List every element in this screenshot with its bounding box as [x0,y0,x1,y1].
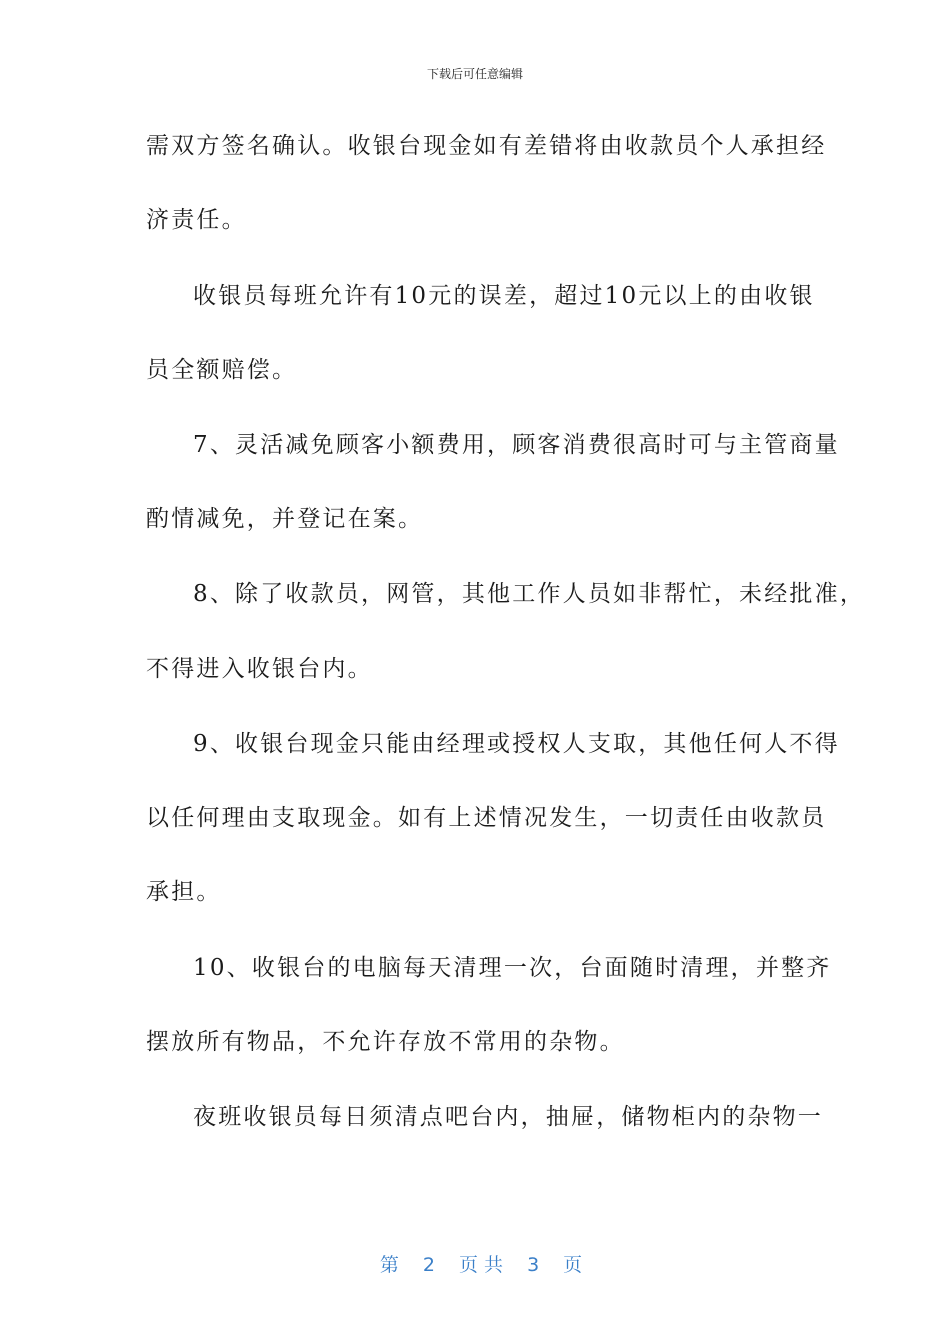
page-footer [0,1226,950,1278]
footer-current-page: 2 [422,1254,436,1276]
body-line-7: 8、除了收款员，网管，其他工作人员如非帮忙，未经批准， [193,581,866,607]
body-line-6: 酌情减免，并登记在案。 [146,506,424,532]
body-line-11: 承担。 [146,879,222,905]
footer-middle: 页 共 [459,1254,504,1276]
body-line-4: 员全额赔偿。 [146,357,298,383]
body-line-12: 10、收银台的电脑每天清理一次，台面随时清理，并整齐 [193,955,832,981]
footer-prefix: 第 [379,1254,399,1276]
footer-suffix: 页 [563,1254,583,1276]
body-line-9: 9、收银台现金只能由经理或授权人支取，其他任何人不得 [193,731,840,757]
body-line-13: 摆放所有物品，不允许存放不常用的杂物。 [146,1029,625,1055]
footer-total-pages: 3 [527,1254,540,1276]
page-header: 下载后可任意编辑 [426,67,523,81]
body-line-3: 收银员每班允许有10元的误差，超过10元以上的由收银 [193,283,815,309]
body-line-2: 济责任。 [146,207,247,233]
body-line-1: 需双方签名确认。收银台现金如有差错将由收款员个人承担经 [146,133,827,159]
body-line-5: 7、灵活减免顾客小额费用，顾客消费很高时可与主管商量 [193,432,840,458]
body-line-10: 以任何理由支取现金。如有上述情况发生，一切责任由收款员 [146,805,827,831]
body-line-8: 不得进入收银台内。 [146,656,373,682]
body-line-14: 夜班收银员每日须清点吧台内，抽屉，储物柜内的杂物一 [193,1104,823,1130]
